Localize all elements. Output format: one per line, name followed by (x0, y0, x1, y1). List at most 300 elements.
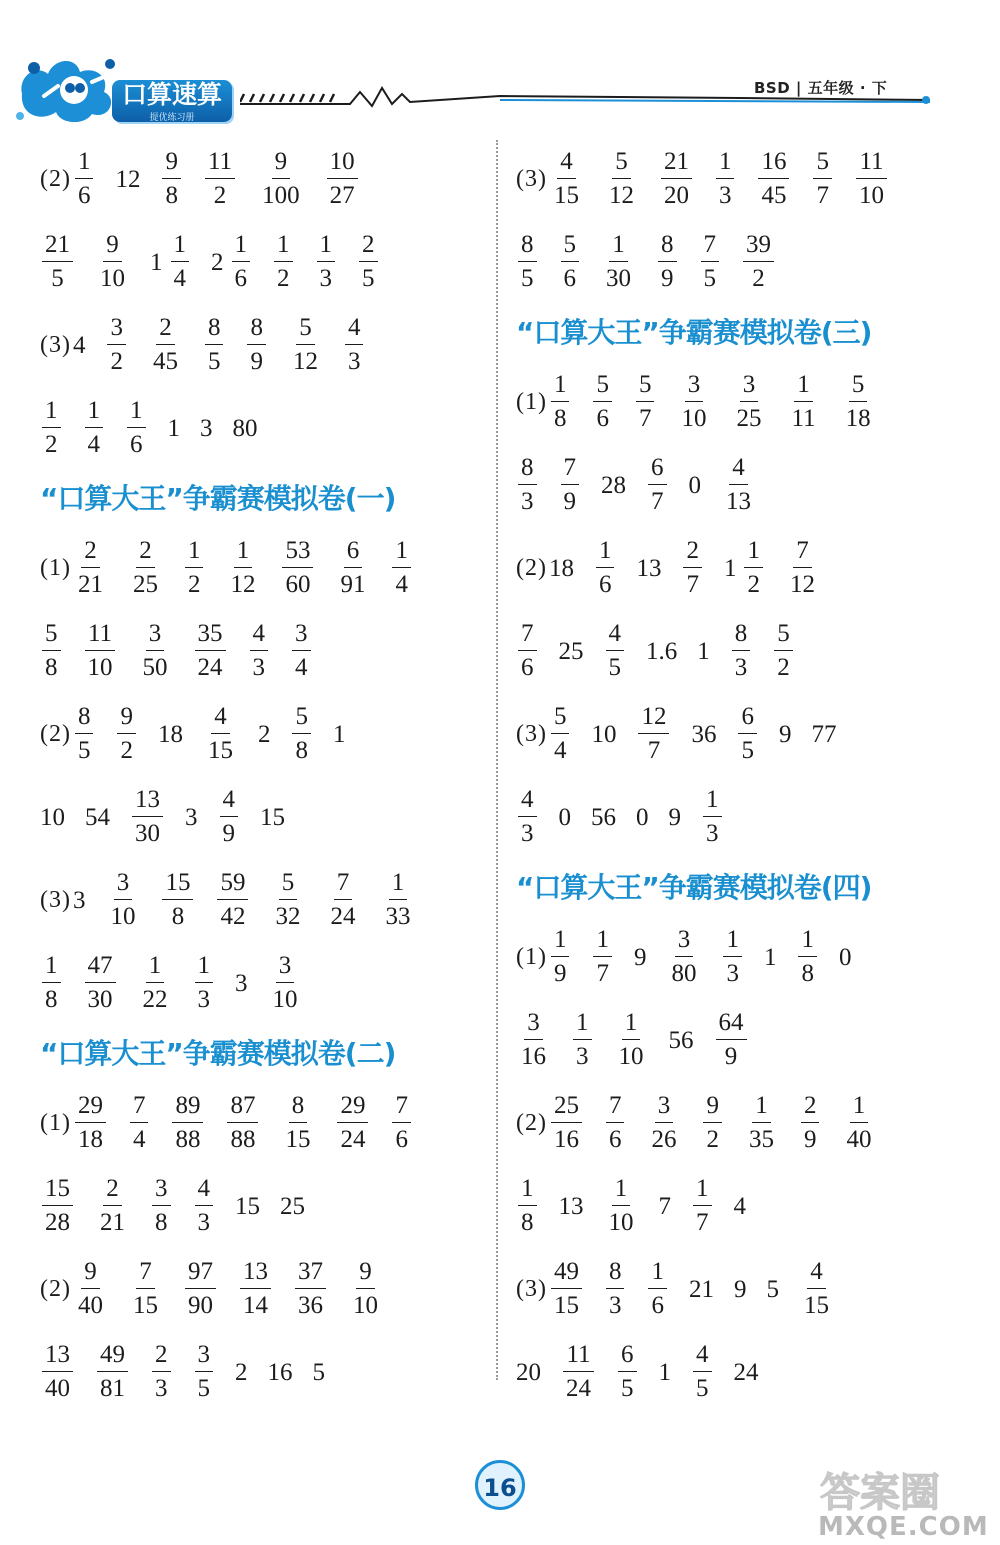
answer-item (591, 801, 616, 835)
answer-row (516, 610, 976, 693)
section-title: “口算大王”争霸赛模拟卷(三) (516, 316, 872, 349)
answer-row (516, 221, 976, 304)
answer-row (40, 859, 500, 942)
answer-item (203, 312, 226, 379)
watermark-url: MXQE.COM (818, 1512, 989, 1542)
answer-item (559, 1190, 584, 1224)
fraction (678, 369, 709, 436)
denominator: 2 (752, 265, 765, 292)
answer-value: 2 (235, 1358, 248, 1386)
denominator: 5 (51, 265, 64, 292)
answer-item (516, 146, 584, 213)
answer-item (40, 146, 95, 213)
answer-item (280, 535, 315, 602)
numerator: 9 (81, 1256, 100, 1289)
answer-item (268, 1356, 293, 1390)
fraction (518, 229, 537, 296)
answer-value: 7 (658, 1192, 671, 1220)
fraction (140, 618, 171, 685)
answer-item (128, 1090, 151, 1157)
numerator: 4 (211, 701, 230, 734)
numerator: 8 (606, 1256, 625, 1289)
denominator: 8 (553, 405, 567, 432)
answer-item (701, 1090, 724, 1157)
fraction (716, 1007, 747, 1074)
answer-value: 5 (312, 1358, 325, 1386)
numerator: 7 (334, 867, 353, 900)
denominator: 35 (748, 1126, 774, 1153)
answer-item (40, 950, 63, 1017)
denominator: 3 (718, 182, 732, 209)
answer-row (516, 693, 976, 776)
denominator: 12 (292, 348, 318, 375)
denominator: 7 (816, 182, 829, 209)
grade-info: BSD | 五年级 · 下 (754, 79, 888, 97)
answer-item (616, 1339, 639, 1406)
answer-item (646, 635, 677, 669)
fraction (648, 1090, 679, 1157)
answer-value: 54 (85, 803, 110, 831)
answer-item (40, 618, 63, 685)
fraction (758, 146, 789, 213)
answer-item (138, 618, 173, 685)
fraction (75, 1256, 106, 1323)
logo-subtitle: 提优练习册 (149, 113, 195, 123)
numerator: 9 (703, 1090, 722, 1123)
numerator: 2 (136, 535, 155, 568)
numerator: 15 (42, 1173, 73, 1206)
answer-item (215, 867, 250, 934)
answer-item (325, 146, 360, 213)
page-number: 16 (475, 1460, 525, 1510)
answer-value: 3 (185, 803, 198, 831)
question-label: (2) (516, 1110, 547, 1136)
answer-item (659, 1190, 672, 1224)
question-label: (1) (516, 389, 547, 415)
fraction (648, 1256, 667, 1323)
question-label: (3) (516, 166, 547, 192)
denominator: 12 (230, 571, 256, 598)
numerator: 15 (162, 867, 193, 900)
answer-item (40, 1090, 108, 1157)
denominator: 15 (132, 1292, 158, 1319)
numerator: 5 (296, 312, 315, 345)
answer-value: 1 (697, 637, 710, 665)
numerator: 11 (85, 618, 115, 651)
fraction (801, 1256, 832, 1323)
fraction (290, 312, 321, 379)
fraction (42, 1339, 73, 1406)
denominator: 21 (77, 571, 103, 598)
denominator: 36 (297, 1292, 323, 1319)
numerator: 4 (345, 312, 364, 345)
answer-value: 36 (691, 720, 717, 748)
answer-item (225, 1090, 260, 1157)
watermark-logo-text: 答案圈 (820, 1470, 940, 1516)
denominator: 18 (845, 405, 871, 432)
numerator: 7 (701, 229, 720, 262)
answer-item (290, 618, 313, 685)
question-label: (2) (516, 555, 547, 581)
answer-value: 80 (232, 414, 258, 442)
answer-item (235, 1356, 248, 1390)
numerator: 2 (103, 1173, 122, 1206)
fraction (232, 229, 251, 296)
fraction (274, 229, 293, 296)
answer-item (348, 1256, 383, 1323)
answer-item (85, 801, 110, 835)
answer-value: 1 (658, 1358, 671, 1386)
denominator: 91 (340, 571, 366, 598)
denominator: 5 (696, 1375, 709, 1402)
denominator: 9 (250, 348, 263, 375)
denominator: 3 (521, 488, 534, 515)
answer-item (193, 950, 216, 1017)
denominator: 9 (222, 820, 235, 847)
denominator: 15 (553, 182, 579, 209)
fraction (140, 950, 171, 1017)
fraction (732, 618, 751, 685)
denominator: 2 (777, 654, 790, 681)
numerator: 8 (289, 1090, 308, 1123)
denominator: 25 (736, 405, 762, 432)
numerator: 1 (798, 924, 817, 957)
numerator: 2 (81, 535, 100, 568)
answer-value: 77 (811, 720, 837, 748)
numerator: 4 (557, 146, 576, 179)
answer-item (357, 229, 380, 296)
fraction (551, 146, 582, 213)
answer-item (40, 229, 75, 296)
answer-row (40, 221, 500, 304)
denominator: 24 (197, 654, 223, 681)
answer-value: 1.6 (646, 637, 678, 665)
answer-item (193, 618, 228, 685)
denominator: 13 (726, 488, 751, 515)
denominator: 4 (87, 431, 100, 458)
denominator: 10 (87, 654, 113, 681)
denominator: 81 (100, 1375, 125, 1402)
denominator: 30 (87, 986, 113, 1013)
fraction (259, 146, 303, 213)
denominator: 3 (197, 986, 210, 1013)
answer-item (516, 784, 539, 851)
answer-item (594, 535, 617, 602)
numerator: 1 (593, 924, 612, 957)
denominator: 25 (132, 571, 158, 598)
answer-item (799, 1256, 834, 1323)
numerator: 7 (561, 452, 580, 485)
denominator: 3 (521, 820, 534, 847)
fraction (217, 867, 248, 934)
numerator: 5 (561, 229, 580, 262)
fraction (270, 950, 301, 1017)
splash-logo-icon (14, 46, 124, 126)
fraction (240, 1256, 271, 1323)
denominator: 8 (295, 737, 308, 764)
logo-title: 口算速算 (121, 80, 222, 109)
answer-item (150, 229, 191, 296)
fraction (843, 1090, 874, 1157)
answer-item (170, 1090, 205, 1157)
denominator: 6 (77, 182, 91, 209)
answer-item (559, 635, 584, 669)
answer-row (516, 527, 976, 610)
denominator: 18 (77, 1126, 103, 1153)
answer-item (785, 535, 820, 602)
answer-value: 56 (668, 1026, 694, 1054)
denominator: 8 (155, 1209, 168, 1236)
denominator: 7 (651, 488, 664, 515)
section-title: “口算大王”争霸赛模拟卷(四) (516, 871, 872, 904)
denominator: 40 (77, 1292, 103, 1319)
numerator: 3 (655, 1090, 674, 1123)
answer-item (185, 801, 198, 835)
fraction (292, 618, 311, 685)
fraction (551, 701, 570, 768)
fraction (723, 924, 742, 991)
fraction (227, 535, 258, 602)
numerator: 1 (185, 535, 204, 568)
numerator: 1 (622, 1007, 641, 1040)
answer-item (325, 867, 360, 934)
fraction (518, 452, 537, 519)
fraction (551, 1256, 582, 1323)
answer-item (315, 229, 338, 296)
fraction (693, 1173, 712, 1240)
fraction (327, 146, 358, 213)
numerator: 1 (551, 924, 570, 957)
denominator: 6 (651, 1292, 664, 1319)
answer-item (796, 924, 819, 991)
answer-item (516, 618, 539, 685)
answer-item (248, 618, 271, 685)
fraction (85, 950, 116, 1017)
whole-part: 1 (723, 554, 737, 582)
answer-item (390, 535, 413, 602)
answer-item (601, 229, 636, 296)
question-label: (2) (40, 166, 71, 192)
answer-value: 9 (668, 803, 681, 831)
answer-item (730, 618, 753, 685)
fraction (606, 146, 637, 213)
section-title: “口算大王”争霸赛模拟卷(一) (40, 482, 396, 515)
answer-item (666, 924, 701, 991)
fraction (171, 229, 190, 296)
fraction (638, 701, 669, 768)
denominator: 10 (681, 405, 707, 432)
fraction (42, 1173, 73, 1240)
numerator: 5 (42, 618, 61, 651)
answer-row (40, 1248, 500, 1331)
denominator: 3 (706, 820, 719, 847)
answer-item (516, 701, 571, 768)
fraction (185, 535, 204, 602)
numerator: 9 (162, 146, 181, 179)
denominator: 3 (576, 1043, 589, 1070)
logo-title-box (112, 80, 232, 122)
answer-item (343, 312, 366, 379)
denominator: 80 (671, 960, 697, 987)
numerator: 1 (85, 395, 104, 428)
question-label: (3) (516, 1276, 547, 1302)
fraction (551, 1090, 582, 1157)
answer-item (681, 535, 704, 602)
fraction (117, 701, 136, 768)
denominator: 30 (135, 820, 160, 847)
answer-item (105, 867, 140, 934)
numerator: 3 (740, 369, 759, 402)
denominator: 88 (230, 1126, 256, 1153)
question-label: (3) (40, 887, 71, 913)
answer-item (335, 535, 370, 602)
answer-value: 21 (688, 1275, 714, 1303)
fraction (162, 867, 193, 934)
numerator: 8 (518, 229, 537, 262)
answer-column-left (40, 138, 500, 1414)
denominator: 8 (45, 986, 58, 1013)
numerator: 5 (292, 701, 311, 734)
answer-item (646, 1256, 669, 1323)
fraction (843, 369, 874, 436)
fraction (195, 1339, 214, 1406)
answer-row (40, 1165, 500, 1248)
answer-item (218, 784, 241, 851)
numerator: 13 (240, 1256, 271, 1289)
answer-item (95, 1339, 130, 1406)
answer-item (559, 452, 582, 519)
numerator: 1 (716, 146, 735, 179)
fraction (205, 312, 224, 379)
fraction (856, 146, 887, 213)
answer-item (714, 1007, 749, 1074)
fraction (518, 1007, 549, 1074)
numerator: 1 (648, 1256, 667, 1289)
answer-item (697, 635, 710, 669)
answer-row (516, 1165, 976, 1248)
numerator: 1 (723, 924, 742, 957)
denominator: 50 (142, 654, 168, 681)
denominator: 5 (207, 348, 221, 375)
numerator: 1 (612, 1173, 631, 1206)
fraction (282, 1090, 313, 1157)
answer-value: 13 (636, 554, 662, 582)
denominator: 24 (340, 1126, 366, 1153)
answer-row (516, 444, 976, 527)
fraction (743, 229, 774, 296)
fraction (42, 950, 61, 1017)
answer-row (40, 527, 500, 610)
fraction (551, 924, 570, 991)
fraction (272, 867, 303, 934)
numerator: 16 (758, 146, 789, 179)
denominator: 32 (275, 903, 301, 930)
answer-value: 4 (733, 1192, 746, 1220)
denominator: 15 (207, 737, 233, 764)
answer-item (669, 1024, 694, 1058)
numerator: 1 (317, 229, 336, 262)
fraction (195, 950, 214, 1017)
numerator: 4 (195, 1173, 214, 1206)
answer-item (268, 950, 303, 1017)
answer-item (160, 867, 195, 934)
answer-item (659, 1356, 672, 1390)
numerator: 89 (172, 1090, 203, 1123)
numerator: 1 (752, 1090, 771, 1123)
fraction (392, 535, 411, 602)
denominator: 8 (45, 654, 58, 681)
answer-item (766, 1273, 779, 1307)
denominator: 6 (130, 431, 143, 458)
denominator: 15 (285, 1126, 311, 1153)
answer-item (604, 1173, 639, 1240)
numerator: 3 (685, 369, 704, 402)
fraction (220, 784, 239, 851)
answer-item (335, 1090, 370, 1157)
numerator: 8 (75, 701, 94, 734)
numerator: 3 (276, 950, 295, 983)
fraction (668, 924, 699, 991)
answer-item (516, 369, 571, 436)
fraction (703, 784, 722, 851)
numerator: 7 (793, 535, 812, 568)
fraction (787, 535, 818, 602)
numerator: 5 (774, 618, 793, 651)
denominator: 9 (724, 1043, 738, 1070)
answer-item (40, 884, 85, 918)
fraction (107, 867, 138, 934)
numerator: 1 (573, 1007, 592, 1040)
numerator: 4 (729, 452, 748, 485)
denominator: 10 (272, 986, 298, 1013)
numerator: 7 (606, 1090, 625, 1123)
denominator: 5 (608, 654, 621, 681)
answer-row (40, 693, 500, 776)
answer-item (225, 535, 260, 602)
fraction (130, 535, 161, 602)
denominator: 5 (521, 265, 534, 292)
fraction (738, 701, 757, 768)
denominator: 9 (803, 1126, 817, 1153)
answer-item (669, 801, 682, 835)
denominator: 60 (285, 571, 311, 598)
denominator: 4 (132, 1126, 146, 1153)
answer-row (40, 304, 500, 387)
page-header (0, 0, 1000, 140)
numerator: 9 (103, 229, 122, 262)
fraction (85, 618, 116, 685)
fraction (42, 395, 61, 462)
answer-item (95, 229, 130, 296)
answer-item (193, 1339, 216, 1406)
answer-item (516, 924, 571, 991)
numerator: 5 (636, 369, 655, 402)
answer-item (786, 369, 820, 436)
answer-row (40, 1331, 500, 1414)
numerator: 1 (518, 1173, 537, 1206)
numerator: 1 (744, 535, 763, 568)
numerator: 1 (850, 1090, 869, 1123)
numerator: 5 (813, 146, 832, 179)
answer-item (604, 1256, 627, 1323)
fraction (744, 535, 763, 602)
answer-item (83, 618, 118, 685)
answer-item (691, 718, 716, 752)
fraction (127, 395, 146, 462)
answer-item (591, 924, 614, 991)
answer-item (211, 229, 252, 296)
answer-item (183, 535, 206, 602)
